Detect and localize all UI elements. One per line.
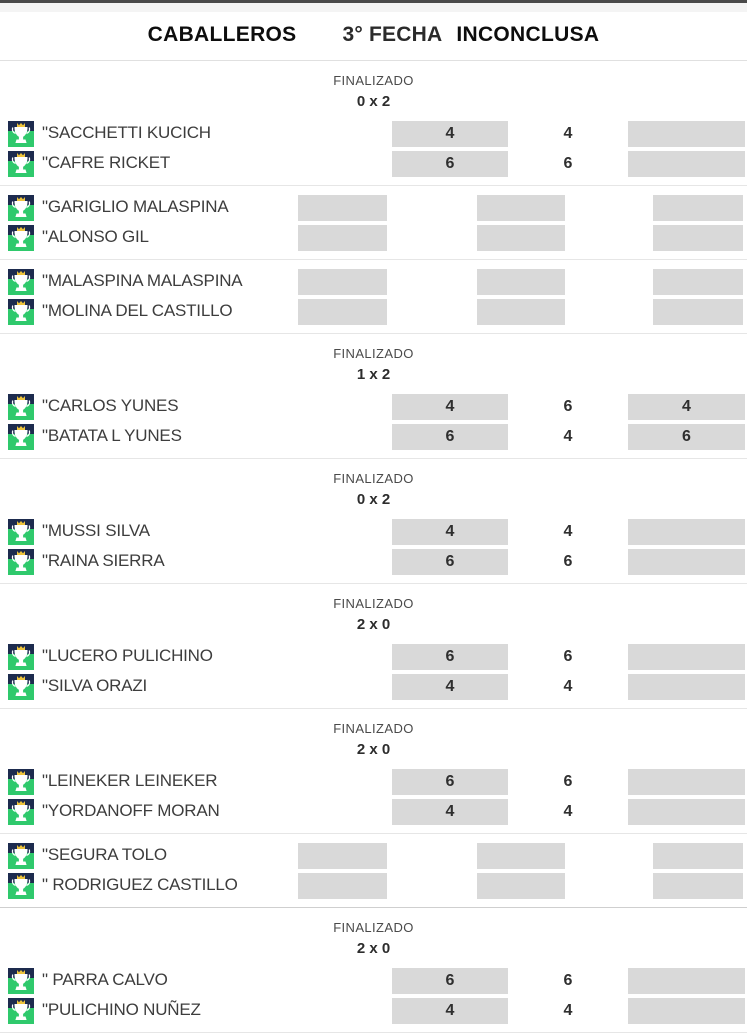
trophy-crown-badge-icon	[8, 674, 34, 700]
set-score-cell	[628, 998, 745, 1024]
match-status: FINALIZADO	[333, 920, 414, 935]
set-score-cell: 6	[563, 155, 573, 172]
team-name: "CARLOS YUNES	[42, 396, 179, 415]
match-status-block	[0, 596, 747, 633]
set-score-cell	[628, 151, 745, 177]
team-row	[0, 223, 747, 253]
set-score-cell	[298, 269, 387, 295]
team-name: "LEINEKER LEINEKER	[42, 771, 218, 790]
trophy-crown-badge-icon	[8, 998, 34, 1024]
team-name: "MUSSI SILVA	[42, 521, 150, 540]
trophy-crown-badge-icon	[8, 121, 34, 147]
trophy-crown-badge-icon	[8, 424, 34, 450]
round-title: 3° FECHA	[342, 23, 443, 46]
set-score-cell: 4	[563, 1002, 573, 1019]
set-score-cell: 6	[563, 972, 573, 989]
set-score-cell	[628, 674, 745, 700]
set-score-cell	[298, 225, 387, 251]
set-score-cell: 4	[392, 394, 508, 420]
team-name: "SILVA ORAZI	[42, 676, 148, 695]
trophy-crown-badge-icon	[8, 299, 34, 325]
set-score-cell: 4	[563, 678, 573, 695]
trophy-crown-badge-icon	[8, 151, 34, 177]
set-score-cell	[298, 873, 387, 899]
match-result: 2 x 0	[356, 616, 391, 633]
team-name: "BATATA L YUNES	[42, 426, 182, 445]
set-score-cell: 4	[392, 519, 508, 545]
team-name: "MALASPINA MALASPINA	[42, 271, 243, 290]
team-row	[0, 517, 747, 547]
set-score-cell: 6	[392, 424, 508, 450]
set-score-cell: 6	[563, 648, 573, 665]
set-score-cell: 4	[392, 674, 508, 700]
set-score-cell	[477, 873, 565, 899]
team-row	[0, 297, 747, 327]
set-score-cell	[298, 195, 387, 221]
team-name: "YORDANOFF MORAN	[42, 801, 220, 820]
set-score-cell: 6	[392, 151, 508, 177]
team-row	[0, 767, 747, 797]
team-name: "MOLINA DEL CASTILLO	[42, 301, 233, 320]
match-status: FINALIZADO	[333, 596, 414, 611]
match-card	[0, 908, 747, 1033]
set-score-cell: 4	[563, 803, 573, 820]
match-result: 1 x 2	[356, 366, 391, 383]
trophy-crown-badge-icon	[8, 843, 34, 869]
trophy-crown-badge-icon	[8, 269, 34, 295]
set-score-cell	[477, 225, 565, 251]
set-score-cell: 4	[392, 799, 508, 825]
team-name: " PARRA CALVO	[42, 970, 168, 989]
team-row	[0, 422, 747, 452]
trophy-crown-badge-icon	[8, 769, 34, 795]
set-score-cell	[628, 968, 745, 994]
match-result: 0 x 2	[356, 93, 391, 110]
set-score-cell	[628, 519, 745, 545]
team-name: "CAFRE RICKET	[42, 153, 171, 172]
set-score-cell	[653, 843, 743, 869]
match-result: 2 x 0	[356, 940, 391, 957]
team-row	[0, 267, 747, 297]
set-score-cell	[298, 843, 387, 869]
set-score-cell	[477, 299, 565, 325]
team-name: " RODRIGUEZ CASTILLO	[42, 875, 238, 894]
set-score-cell	[477, 195, 565, 221]
team-row	[0, 392, 747, 422]
set-score-cell: 6	[392, 549, 508, 575]
team-name: "SEGURA TOLO	[42, 845, 167, 864]
team-row	[0, 841, 747, 871]
match-status: FINALIZADO	[333, 471, 414, 486]
match-result: 0 x 2	[356, 491, 391, 508]
trophy-crown-badge-icon	[8, 225, 34, 251]
set-score-cell: 4	[392, 121, 508, 147]
team-name: "LUCERO PULICHINO	[42, 646, 213, 665]
page-header	[0, 12, 747, 61]
team-row	[0, 871, 747, 901]
team-row	[0, 193, 747, 223]
set-score-cell: 6	[563, 553, 573, 570]
trophy-crown-badge-icon	[8, 549, 34, 575]
set-score-cell	[628, 644, 745, 670]
set-score-cell	[653, 269, 743, 295]
team-row	[0, 672, 747, 702]
trophy-crown-badge-icon	[8, 799, 34, 825]
match-status-block	[0, 471, 747, 508]
team-name: "ALONSO GIL	[42, 227, 149, 246]
set-score-cell: 6	[563, 398, 573, 415]
team-name: "PULICHINO NUÑEZ	[42, 1000, 201, 1019]
match-card	[0, 334, 747, 459]
trophy-crown-badge-icon	[8, 644, 34, 670]
match-card	[0, 709, 747, 834]
set-score-cell: 4	[563, 125, 573, 142]
team-name: "SACCHETTI KUCICH	[42, 123, 211, 142]
team-name: "GARIGLIO MALASPINA	[42, 197, 229, 216]
set-score-cell: 6	[563, 773, 573, 790]
trophy-crown-badge-icon	[8, 195, 34, 221]
set-score-cell	[653, 195, 743, 221]
match-status: FINALIZADO	[333, 721, 414, 736]
set-score-cell: 4	[628, 394, 745, 420]
set-score-cell	[628, 769, 745, 795]
set-score-cell	[653, 225, 743, 251]
team-row	[0, 797, 747, 827]
set-score-cell: 4	[392, 998, 508, 1024]
match-card	[0, 186, 747, 260]
trophy-crown-badge-icon	[8, 394, 34, 420]
team-row	[0, 996, 747, 1026]
trophy-crown-badge-icon	[8, 873, 34, 899]
match-status-block	[0, 346, 747, 383]
team-row	[0, 119, 747, 149]
match-status-block	[0, 920, 747, 957]
match-list	[0, 61, 747, 1033]
match-result: 2 x 0	[356, 741, 391, 758]
set-score-cell: 6	[392, 644, 508, 670]
set-score-cell	[477, 269, 565, 295]
set-score-cell	[477, 843, 565, 869]
match-card	[0, 834, 747, 908]
set-score-cell	[628, 549, 745, 575]
match-card	[0, 61, 747, 186]
match-status-block	[0, 73, 747, 110]
set-score-cell	[628, 799, 745, 825]
set-score-cell: 4	[563, 523, 573, 540]
set-score-cell: 6	[392, 968, 508, 994]
set-score-cell: 6	[628, 424, 745, 450]
match-status: FINALIZADO	[333, 73, 414, 88]
team-name: "RAINA SIERRA	[42, 551, 165, 570]
top-strip	[0, 3, 747, 12]
set-score-cell	[653, 873, 743, 899]
match-status: FINALIZADO	[333, 346, 414, 361]
team-row	[0, 547, 747, 577]
team-row	[0, 966, 747, 996]
set-score-cell: 6	[392, 769, 508, 795]
match-status-block	[0, 721, 747, 758]
set-score-cell	[628, 121, 745, 147]
team-row	[0, 642, 747, 672]
trophy-crown-badge-icon	[8, 519, 34, 545]
match-card	[0, 260, 747, 334]
set-score-cell	[653, 299, 743, 325]
team-row	[0, 149, 747, 179]
match-card	[0, 584, 747, 709]
match-card	[0, 459, 747, 584]
tournament-status-title: INCONCLUSA	[456, 23, 600, 46]
trophy-crown-badge-icon	[8, 968, 34, 994]
set-score-cell: 4	[563, 428, 573, 445]
category-title: CABALLEROS	[147, 23, 297, 46]
set-score-cell	[298, 299, 387, 325]
